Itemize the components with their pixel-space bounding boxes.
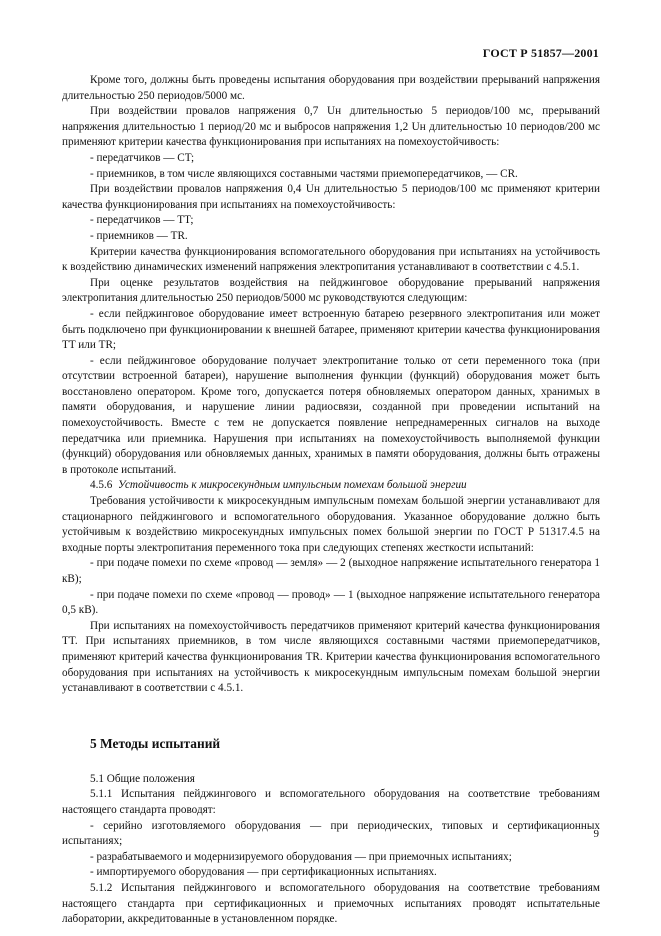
subsection-number: 4.5.6 [90,479,113,492]
subsection-heading-51: 5.1 Общие положения [90,772,195,785]
section-title: 5 Методы испытаний [90,735,221,751]
page-number: 9 [593,828,599,840]
paragraph-511: 5.1.1 Испытания пейджингового и вспомогательного оборудования на соответствие требованиям настоящего стандарта проводят: [62,788,600,816]
paragraph-surge-requirements: Требования устойчивости к микросекундным импульсным помехам большой энергии устанавливают для стационарного пейджингового и вспомогательного оборудования. Указанное оборудование должно быть устойчивым к воздействию микросекундных импульсных помех большой энергии по ГОСТ Р 51317.4.5 на входные порты электропитания переменного тока при следующих степенях жесткости испытаний: [62,495,600,554]
list-item: - передатчиков — TT; [90,214,194,227]
list-item: - приемников, в том числе являющихся составными частями приемопередатчиков, — CR. [90,167,518,180]
list-item: - если пейджинговое оборудование получает электропитание только от сети переменного тока (при отсутствии встроенной батареи), нарушение выполнения функции (функций) оборудования может быть восстановлено оператором. Кроме того, допускается потеря обновляемых оператором данных, хранимых в памяти оборудования, и нарушение линии радиосвязи, созданной при проведении испытаний на помехоустойчивость. Вместе с тем не допускается появление непреднамеренных сигналов на выходе передатчика или приемника. Нарушения при испытаниях на помехоустойчивость выполняемой функции (функций) оборудования или обновляемых данных, хранимых в памяти оборудования, должны быть отражены в протоколе испытаний. [62,354,600,476]
paragraph-evaluation: При оценке результатов воздействия на пейджинговое оборудование прерываний напряжения электропитания длительностью 250 периодов/5000 мс руководствуются следующим: [62,276,600,305]
list-item: - если пейджинговое оборудование имеет встроенную батарею резервного электропитания или может быть подключено при функционировании к внешней батарее, применяют критерии качества функционирования TT или TR; [62,307,600,352]
list-item: - разрабатываемого и модернизируемого оборудования — при приемочных испытаниях; [90,850,512,863]
paragraph-dips-07: При воздействии провалов напряжения 0,7 Uн длительностью 5 периодов/100 мс, прерываний напряжения длительностью 1 период/20 мс и выбросов напряжения 1,2 Uн длительностью 10 периодов/200 мс применяют критерии качества функционирования при испытаниях на помехоустойчивость: [62,105,600,149]
paragraph-512: 5.1.2 Испытания пейджингового и вспомогательного оборудования на соответствие требованиям настоящего стандарта при сертификационных и приемочных испытаниях проводят испытательные лаборатории, аккредитованные в установленном порядке. [62,881,600,926]
list-item: - приемников — TR. [90,229,188,242]
list-item: - при подаче помехи по схеме «провод — земля» — 2 (выходное напряжение испытательного генератора 1 кВ); [62,557,600,585]
paragraph-interruptions: Кроме того, должны быть проведены испытания оборудования при воздействии прерываний напряжения длительностью 250 периодов/5000 мс. [62,74,600,102]
list-item: - серийно изготовляемого оборудования — при периодических, типовых и сертификационных испытаниях; [62,819,600,848]
paragraph-surge-criteria: При испытаниях на помехоустойчивость передатчиков применяют критерий качества функционирования TT. При испытаниях приемников, в том числе являющихся составными частями приемопередатчиков, применяют критерий качества функционирования TR. Критерии качества функционирования вспомогательного оборудования при испытаниях на устойчивость к микросекундным импульсным помехам большой энергии устанавливают в соответствии с 4.5.1. [62,619,600,695]
subsection-heading-456 [62,478,600,494]
list-item: - передатчиков — CT; [90,151,195,164]
list-item: - импортируемого оборудования — при сертификационных испытаниях. [90,866,437,879]
subsection-title: Устойчивость к микросекундным импульсным помехам большой энергии [117,479,467,492]
page-body [62,73,600,928]
paragraph-dips-04: При воздействии провалов напряжения 0,4 Uн длительностью 5 периодов/100 мс применяют критерии качества функционирования при испытаниях на помехоустойчивость: [62,183,600,211]
standard-header: ГОСТ Р 51857—2001 [482,46,599,60]
paragraph-auxiliary-criteria: Критерии качества функционирования вспомогательного оборудования при испытаниях на устойчивость к воздействию динамических изменений напряжения электропитания устанавливают в соответствии с 4.5.1. [62,245,600,274]
list-item: - при подаче помехи по схеме «провод — провод» — 1 (выходное напряжение испытательного генератора 0,5 кВ). [62,588,600,617]
